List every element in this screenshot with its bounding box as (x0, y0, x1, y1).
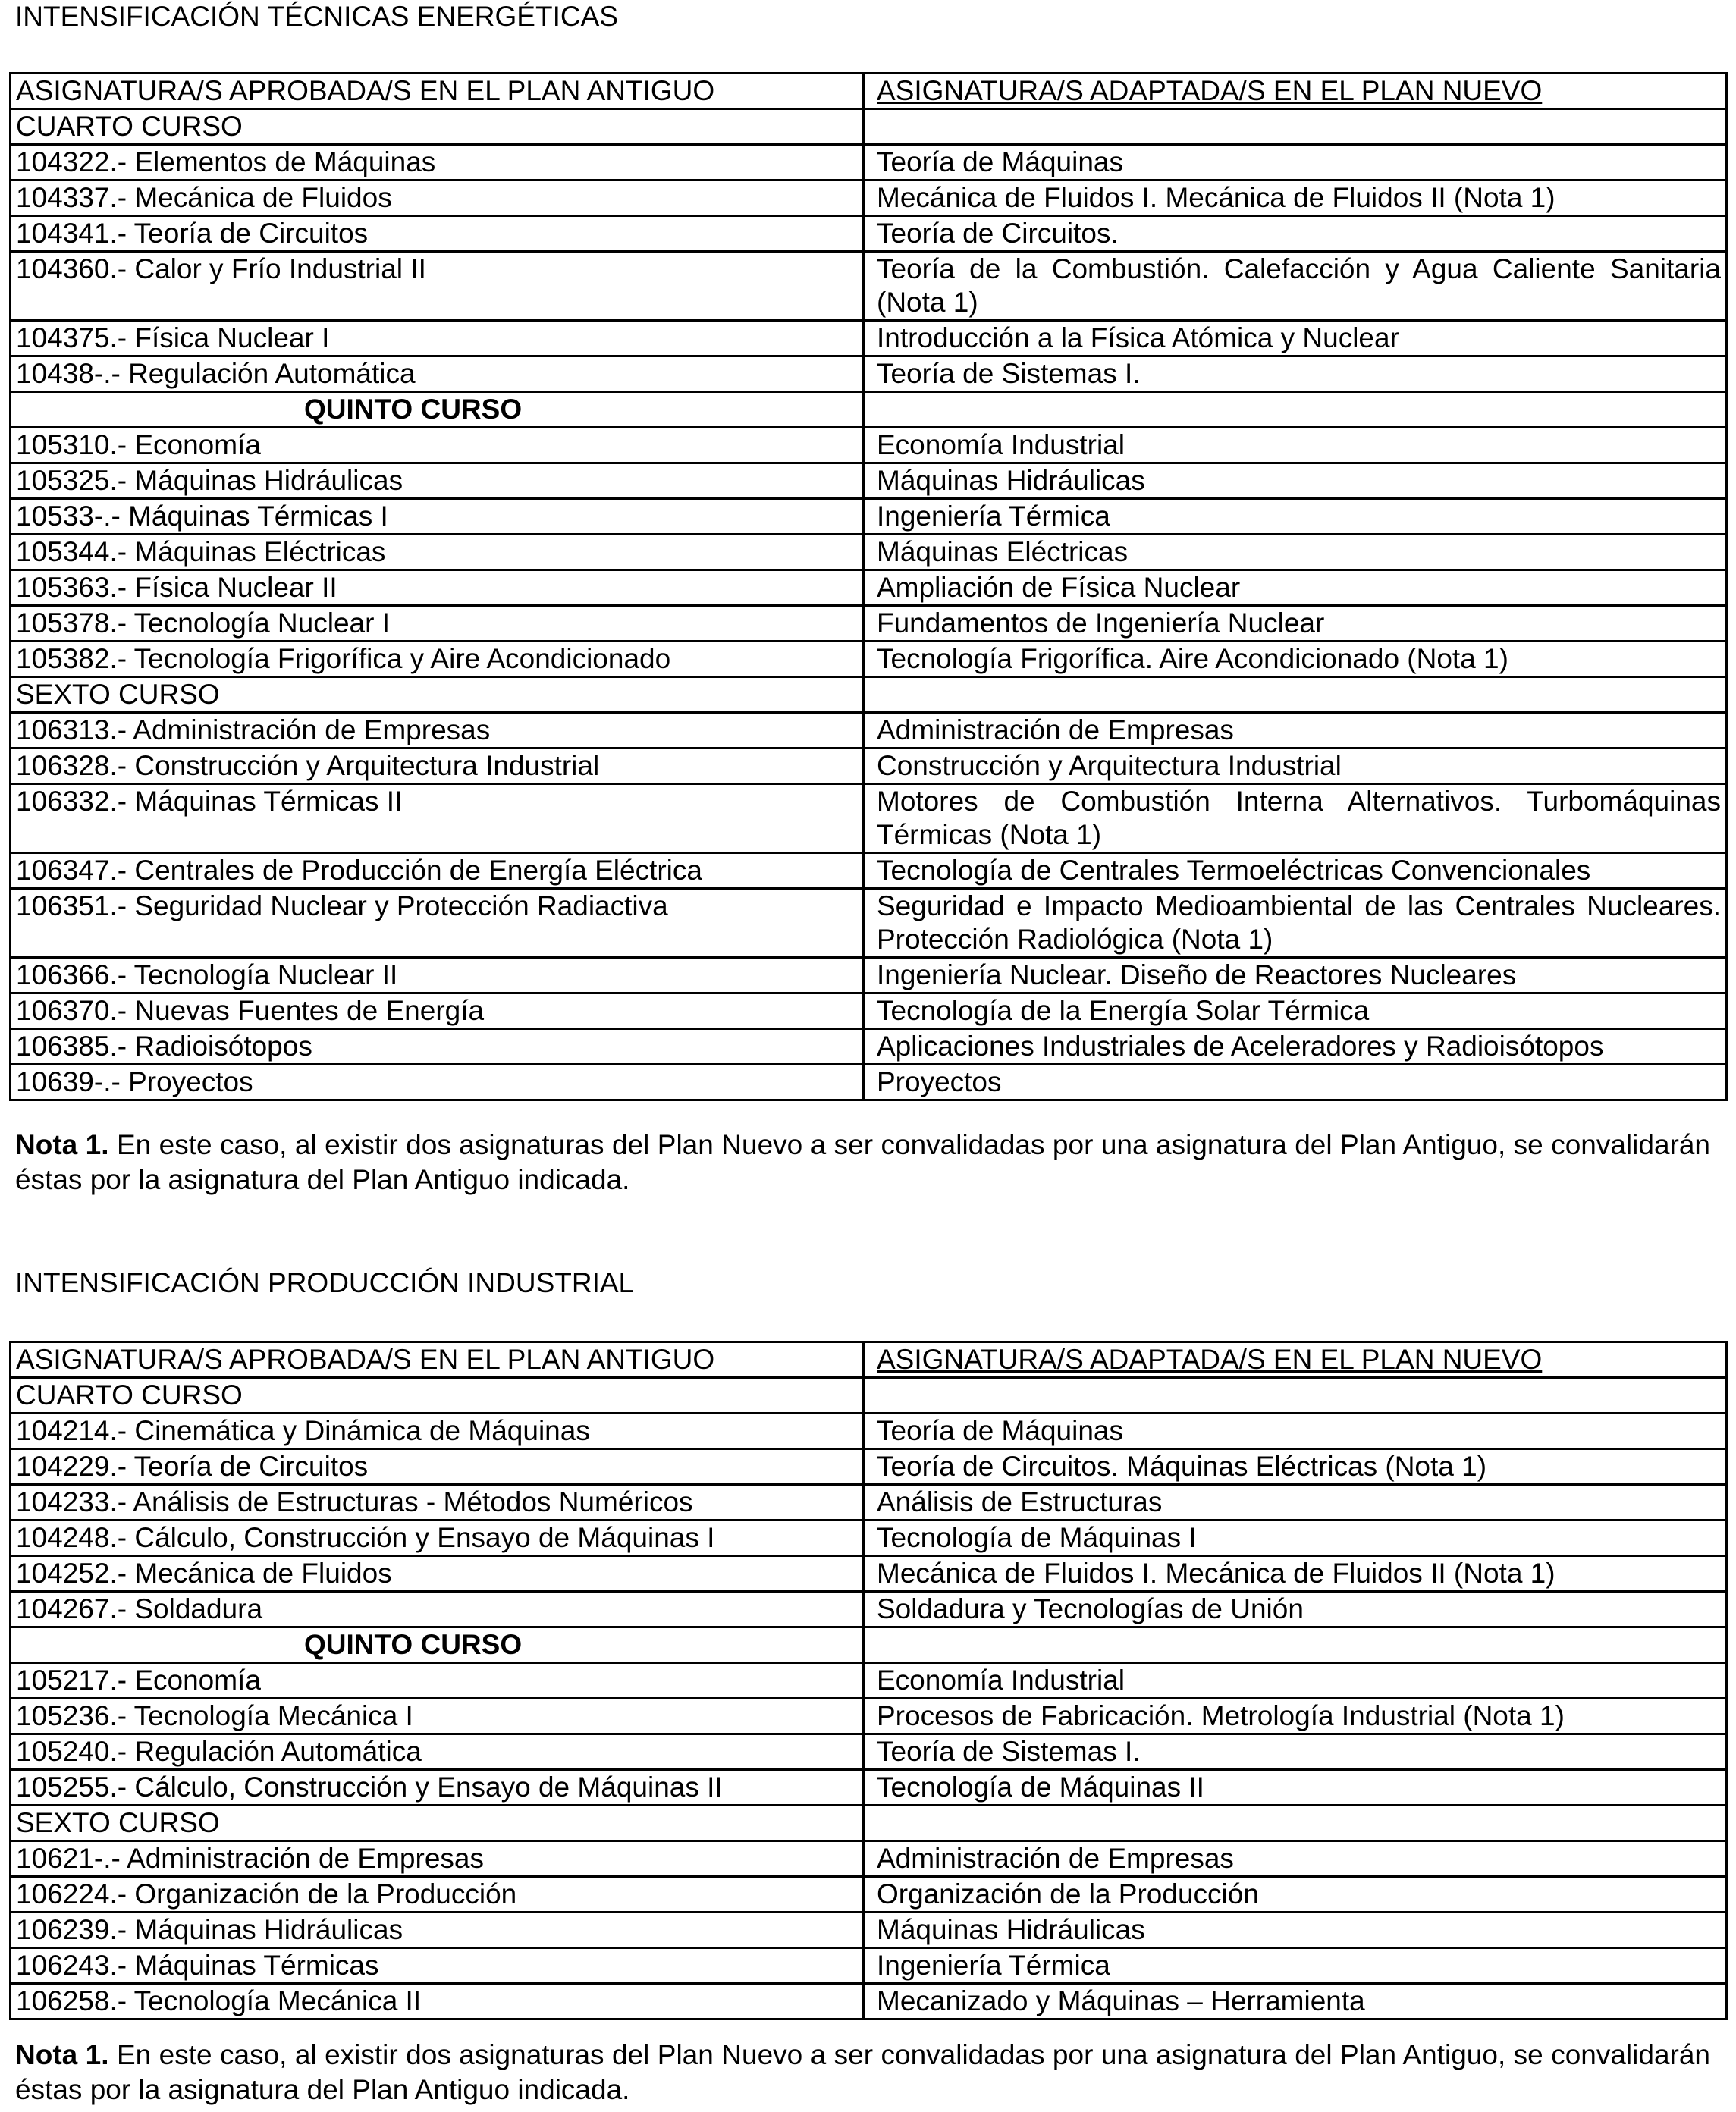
table-row (11, 642, 1727, 677)
section-title: INTENSIFICACIÓN PRODUCCIÓN INDUSTRIAL (15, 1267, 635, 1298)
old-plan-subject: 104229.- Teoría de Circuitos (11, 1449, 864, 1485)
old-plan-subject: 106366.- Tecnología Nuclear II (11, 958, 864, 993)
table-row (11, 1592, 1727, 1627)
table-row (11, 1485, 1727, 1520)
new-plan-subject: Ingeniería Térmica (864, 1948, 1727, 1984)
table-row (11, 1841, 1727, 1877)
table-row (11, 1770, 1727, 1806)
table-row (11, 889, 1727, 958)
old-plan-subject: 105382.- Tecnología Frigorífica y Aire Acondicionado (11, 642, 864, 677)
old-plan-subject: 104267.- Soldadura (11, 1592, 864, 1627)
old-plan-subject: 10639-.- Proyectos (11, 1065, 864, 1100)
old-plan-subject: 106313.- Administración de Empresas (11, 713, 864, 748)
table-row (11, 1029, 1727, 1065)
old-plan-subject: 10533-.- Máquinas Térmicas I (11, 499, 864, 535)
new-plan-subject: Mecánica de Fluidos I. Mecánica de Fluidos II (Nota 1) (864, 1556, 1727, 1592)
new-plan-subject: Teoría de Circuitos. Máquinas Eléctricas (Nota 1) (864, 1449, 1727, 1485)
new-plan-subject: Proyectos (864, 1065, 1727, 1100)
old-plan-subject: 105378.- Tecnología Nuclear I (11, 606, 864, 642)
new-plan-subject: Teoría de Sistemas I. (864, 1734, 1727, 1770)
new-plan-subject: Administración de Empresas (864, 1841, 1727, 1877)
equivalence-table (9, 72, 1728, 1101)
table-row (11, 1449, 1727, 1485)
new-plan-subject: Soldadura y Tecnologías de Unión (864, 1592, 1727, 1627)
new-plan-subject: Tecnología de Máquinas I (864, 1520, 1727, 1556)
table-row (11, 1913, 1727, 1948)
old-plan-subject: 104248.- Cálculo, Construcción y Ensayo de Máquinas I (11, 1520, 864, 1556)
empty-cell (864, 392, 1727, 428)
old-plan-subject: 105344.- Máquinas Eléctricas (11, 535, 864, 570)
footnote (15, 2038, 1710, 2107)
old-plan-subject: 106239.- Máquinas Hidráulicas (11, 1913, 864, 1948)
empty-cell (864, 109, 1727, 145)
course-label: SEXTO CURSO (11, 677, 864, 713)
new-plan-subject: Fundamentos de Ingeniería Nuclear (864, 606, 1727, 642)
table-header-row (11, 74, 1727, 109)
new-plan-subject: Organización de la Producción (864, 1877, 1727, 1913)
old-plan-subject: 104252.- Mecánica de Fluidos (11, 1556, 864, 1592)
table-row (11, 428, 1727, 463)
course-header-row (11, 1378, 1727, 1414)
new-plan-subject: Ingeniería Térmica (864, 499, 1727, 535)
table-row (11, 1065, 1727, 1100)
table-row (11, 216, 1727, 252)
footnote (15, 1128, 1710, 1197)
table-row (11, 356, 1727, 392)
header-old-plan: ASIGNATURA/S APROBADA/S EN EL PLAN ANTIGUO (11, 1342, 864, 1378)
course-label: CUARTO CURSO (11, 1378, 864, 1414)
course-label: QUINTO CURSO (11, 1627, 864, 1663)
old-plan-subject: 105310.- Economía (11, 428, 864, 463)
course-header-row (11, 392, 1727, 428)
course-header-row (11, 1627, 1727, 1663)
table-row (11, 499, 1727, 535)
empty-cell (864, 1806, 1727, 1841)
old-plan-subject: 106370.- Nuevas Fuentes de Energía (11, 993, 864, 1029)
header-old-plan: ASIGNATURA/S APROBADA/S EN EL PLAN ANTIGUO (11, 74, 864, 109)
new-plan-subject: Teoría de la Combustión. Calefacción y Agua Caliente Sanitaria (Nota 1) (864, 252, 1727, 321)
table-row (11, 180, 1727, 216)
old-plan-subject: 106243.- Máquinas Térmicas (11, 1948, 864, 1984)
table-row (11, 1663, 1727, 1699)
course-header-row (11, 677, 1727, 713)
old-plan-subject: 106351.- Seguridad Nuclear y Protección Radiactiva (11, 889, 864, 958)
new-plan-subject: Análisis de Estructuras (864, 1485, 1727, 1520)
old-plan-subject: 105255.- Cálculo, Construcción y Ensayo de Máquinas II (11, 1770, 864, 1806)
new-plan-subject: Economía Industrial (864, 1663, 1727, 1699)
course-header-row (11, 1806, 1727, 1841)
header-new-plan (864, 74, 1727, 109)
new-plan-subject: Teoría de Máquinas (864, 1414, 1727, 1449)
course-header-row (11, 109, 1727, 145)
old-plan-subject: 106385.- Radioisótopos (11, 1029, 864, 1065)
new-plan-subject: Ingeniería Nuclear. Diseño de Reactores Nucleares (864, 958, 1727, 993)
table-row (11, 570, 1727, 606)
footnote-text: En este caso, al existir dos asignaturas del Plan Nuevo a ser convalidadas por una asignatura del Plan Antiguo, se convalidarán éstas por la asignatura del Plan Antiguo indicada. (15, 1129, 1710, 1195)
table-row (11, 713, 1727, 748)
table-header-row (11, 1342, 1727, 1378)
old-plan-subject: 105217.- Economía (11, 1663, 864, 1699)
old-plan-subject: 104375.- Física Nuclear I (11, 321, 864, 356)
new-plan-subject: Construcción y Arquitectura Industrial (864, 748, 1727, 784)
new-plan-subject: Economía Industrial (864, 428, 1727, 463)
old-plan-subject: 10621-.- Administración de Empresas (11, 1841, 864, 1877)
new-plan-subject: Teoría de Máquinas (864, 145, 1727, 180)
table-row (11, 463, 1727, 499)
table-row (11, 606, 1727, 642)
table-row (11, 252, 1727, 321)
table-row (11, 1877, 1727, 1913)
old-plan-subject: 104233.- Análisis de Estructuras - Métodos Numéricos (11, 1485, 864, 1520)
table-row (11, 1520, 1727, 1556)
new-plan-subject: Introducción a la Física Atómica y Nuclear (864, 321, 1727, 356)
table-row (11, 1984, 1727, 2019)
old-plan-subject: 106258.- Tecnología Mecánica II (11, 1984, 864, 2019)
header-new-plan-label: ASIGNATURA/S ADAPTADA/S EN EL PLAN NUEVO (877, 75, 1543, 106)
new-plan-subject: Procesos de Fabricación. Metrología Industrial (Nota 1) (864, 1699, 1727, 1734)
empty-cell (864, 677, 1727, 713)
new-plan-subject: Máquinas Hidráulicas (864, 1913, 1727, 1948)
footnote-label: Nota 1. (15, 1129, 109, 1160)
header-new-plan-label: ASIGNATURA/S ADAPTADA/S EN EL PLAN NUEVO (877, 1344, 1543, 1375)
header-new-plan (864, 1342, 1727, 1378)
new-plan-subject: Teoría de Circuitos. (864, 216, 1727, 252)
old-plan-subject: 105363.- Física Nuclear II (11, 570, 864, 606)
old-plan-subject: 106332.- Máquinas Térmicas II (11, 784, 864, 853)
new-plan-subject: Ampliación de Física Nuclear (864, 570, 1727, 606)
new-plan-subject: Seguridad e Impacto Medioambiental de las Centrales Nucleares. Protección Radiológica (Nota 1) (864, 889, 1727, 958)
empty-cell (864, 1627, 1727, 1663)
course-label: QUINTO CURSO (11, 392, 864, 428)
equivalence-table (9, 1341, 1728, 2020)
old-plan-subject: 106347.- Centrales de Producción de Energía Eléctrica (11, 853, 864, 889)
footnote-label: Nota 1. (15, 2039, 109, 2070)
new-plan-subject: Motores de Combustión Interna Alternativos. Turbomáquinas Térmicas (Nota 1) (864, 784, 1727, 853)
old-plan-subject: 104341.- Teoría de Circuitos (11, 216, 864, 252)
old-plan-subject: 104214.- Cinemática y Dinámica de Máquinas (11, 1414, 864, 1449)
table-row (11, 1556, 1727, 1592)
old-plan-subject: 106224.- Organización de la Producción (11, 1877, 864, 1913)
new-plan-subject: Tecnología de Centrales Termoeléctricas Convencionales (864, 853, 1727, 889)
new-plan-subject: Mecánica de Fluidos I. Mecánica de Fluidos II (Nota 1) (864, 180, 1727, 216)
new-plan-subject: Máquinas Eléctricas (864, 535, 1727, 570)
table-row (11, 535, 1727, 570)
table-row (11, 993, 1727, 1029)
new-plan-subject: Aplicaciones Industriales de Aceleradores y Radioisótopos (864, 1029, 1727, 1065)
new-plan-subject: Mecanizado y Máquinas – Herramienta (864, 1984, 1727, 2019)
course-label: SEXTO CURSO (11, 1806, 864, 1841)
old-plan-subject: 104360.- Calor y Frío Industrial II (11, 252, 864, 321)
new-plan-subject: Tecnología de Máquinas II (864, 1770, 1727, 1806)
table-row (11, 321, 1727, 356)
old-plan-subject: 10438-.- Regulación Automática (11, 356, 864, 392)
footnote-text: En este caso, al existir dos asignaturas del Plan Nuevo a ser convalidadas por una asignatura del Plan Antiguo, se convalidarán éstas por la asignatura del Plan Antiguo indicada. (15, 2039, 1710, 2105)
table-row (11, 958, 1727, 993)
table-row (11, 145, 1727, 180)
new-plan-subject: Teoría de Sistemas I. (864, 356, 1727, 392)
old-plan-subject: 104337.- Mecánica de Fluidos (11, 180, 864, 216)
table-row (11, 784, 1727, 853)
old-plan-subject: 104322.- Elementos de Máquinas (11, 145, 864, 180)
old-plan-subject: 106328.- Construcción y Arquitectura Industrial (11, 748, 864, 784)
new-plan-subject: Máquinas Hidráulicas (864, 463, 1727, 499)
table-row (11, 1948, 1727, 1984)
new-plan-subject: Administración de Empresas (864, 713, 1727, 748)
table-row (11, 1699, 1727, 1734)
old-plan-subject: 105325.- Máquinas Hidráulicas (11, 463, 864, 499)
table-row (11, 1734, 1727, 1770)
table-row (11, 853, 1727, 889)
section-title: INTENSIFICACIÓN TÉCNICAS ENERGÉTICAS (15, 1, 618, 32)
new-plan-subject: Tecnología Frigorífica. Aire Acondicionado (Nota 1) (864, 642, 1727, 677)
new-plan-subject: Tecnología de la Energía Solar Térmica (864, 993, 1727, 1029)
table-row (11, 748, 1727, 784)
old-plan-subject: 105240.- Regulación Automática (11, 1734, 864, 1770)
empty-cell (864, 1378, 1727, 1414)
course-label: CUARTO CURSO (11, 109, 864, 145)
old-plan-subject: 105236.- Tecnología Mecánica I (11, 1699, 864, 1734)
table-row (11, 1414, 1727, 1449)
